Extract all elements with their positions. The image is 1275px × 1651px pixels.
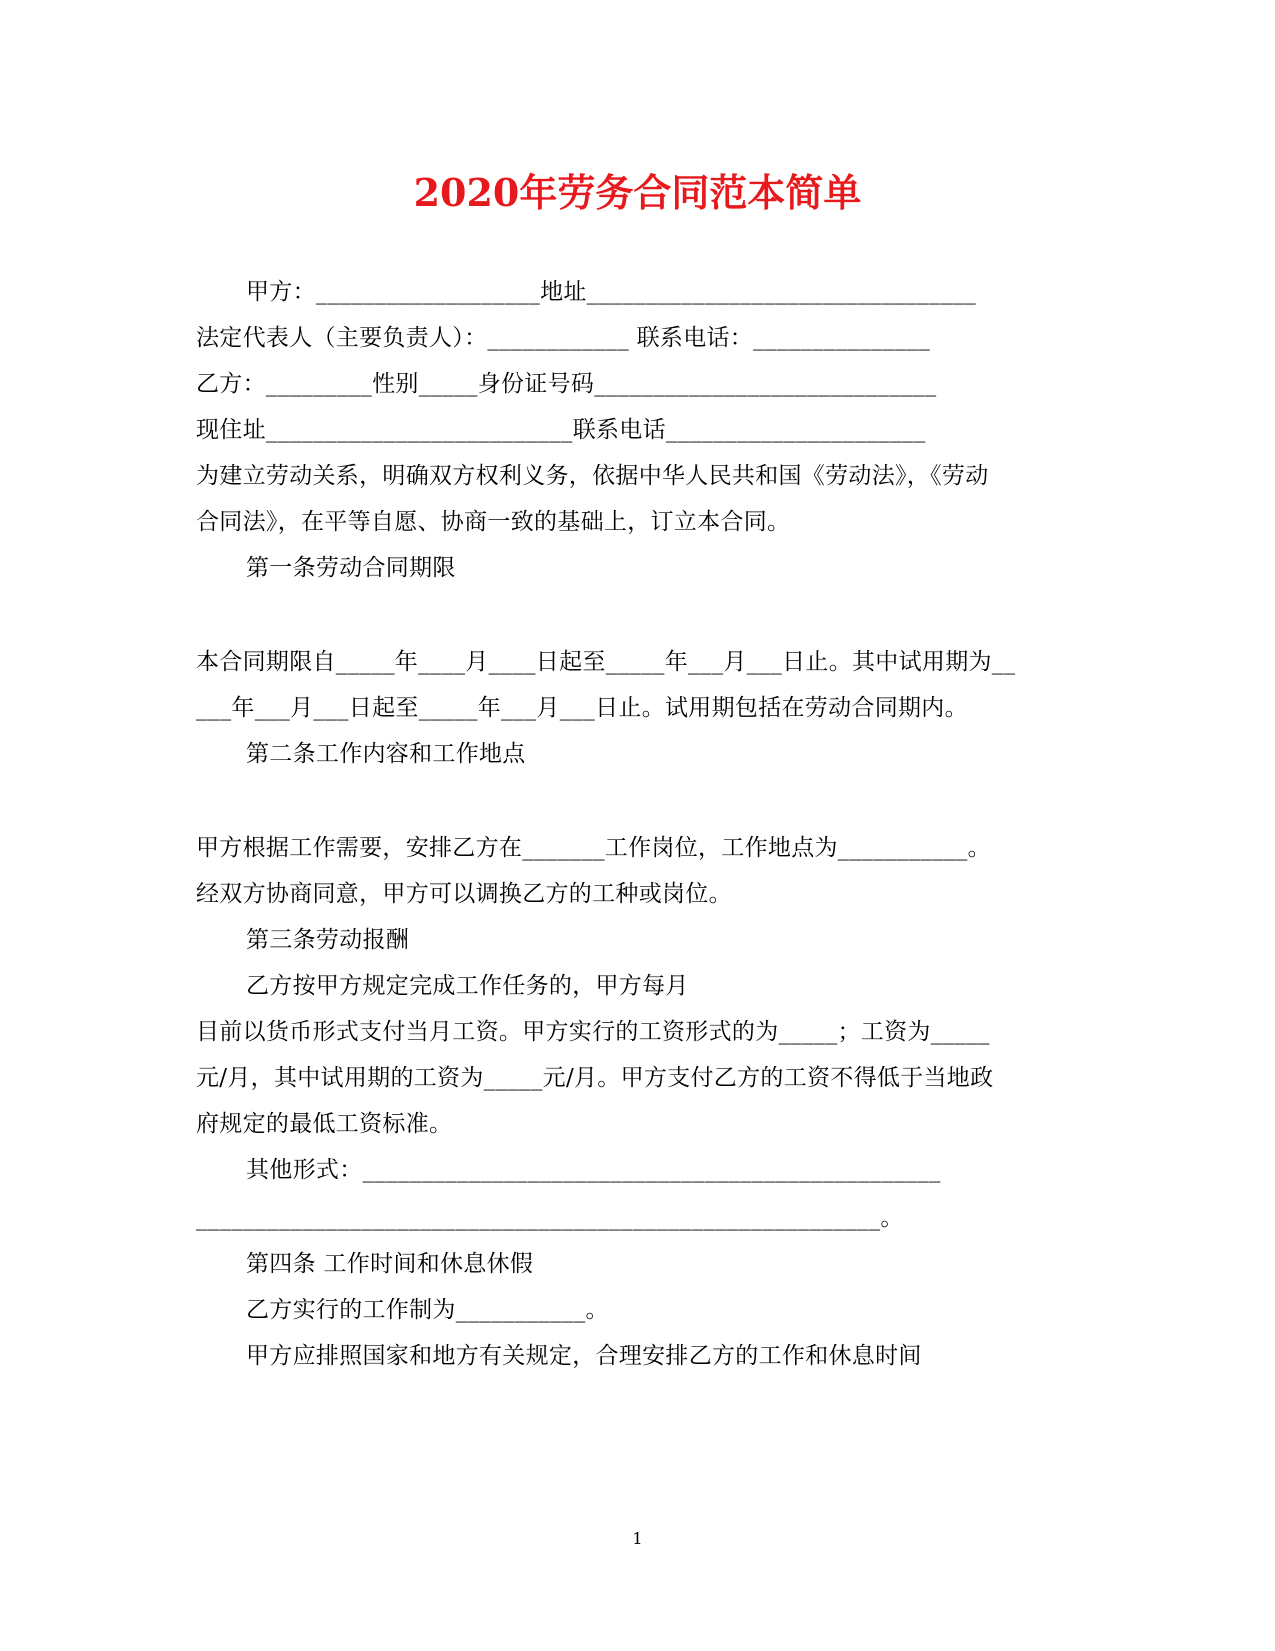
article-4-heading: 第四条 工作时间和休息休假 <box>246 1251 534 1277</box>
address-line: 现住址__________________________联系电话______________________ <box>196 417 926 443</box>
article-1-heading: 第一条劳动合同期限 <box>246 555 456 581</box>
term-line-2: ___年___月___日起至_____年___月___日止。试用期包括在劳动合同期内。 <box>196 695 968 721</box>
pay-line-2: 目前以货币形式支付当月工资。甲方实行的工资形式的为_____；工资为_____ <box>196 1019 990 1045</box>
page-number: 1 <box>632 1529 643 1548</box>
other-forms-line: 其他形式：_________________________________________________ <box>246 1157 941 1183</box>
legal-rep-line: 法定代表人（主要负责人）：____________ 联系电话：_______________ <box>196 325 931 351</box>
party-b-line: 乙方：_________性别_____身份证号码_____________________________ <box>196 371 937 397</box>
pay-line-1: 乙方按甲方规定完成工作任务的，甲方每月 <box>246 973 689 999</box>
work-line-1: 甲方根据工作需要，安排乙方在_______工作岗位，工作地点为___________。 <box>196 835 991 861</box>
preamble-line-1: 为建立劳动关系，明确双方权利义务，依据中华人民共和国《劳动法》，《劳动 <box>196 463 989 489</box>
other-forms-continuation: __________________________________________________________。 <box>196 1205 904 1231</box>
work-line-2: 经双方协商同意，甲方可以调换乙方的工种或岗位。 <box>196 881 732 907</box>
party-a-line: 甲方：___________________地址_________________________________ <box>246 279 977 305</box>
pay-line-3: 元/月，其中试用期的工资为_____元/月。甲方支付乙方的工资不得低于当地政 <box>196 1065 994 1091</box>
pay-line-4: 府规定的最低工资标准。 <box>196 1111 453 1137</box>
rest-arrangement-line: 甲方应排照国家和地方有关规定，合理安排乙方的工作和休息时间 <box>246 1343 922 1369</box>
preamble-line-2: 合同法》，在平等自愿、协商一致的基础上，订立本合同。 <box>196 509 791 535</box>
article-2-heading: 第二条工作内容和工作地点 <box>246 741 526 767</box>
document-title: 2020年劳务合同范本简单 <box>413 170 862 215</box>
article-3-heading: 第三条劳动报酬 <box>246 927 410 953</box>
term-line-1: 本合同期限自_____年____月____日起至_____年___月___日止。其中试用期为__ <box>196 649 1016 675</box>
work-system-line: 乙方实行的工作制为___________。 <box>246 1297 609 1323</box>
